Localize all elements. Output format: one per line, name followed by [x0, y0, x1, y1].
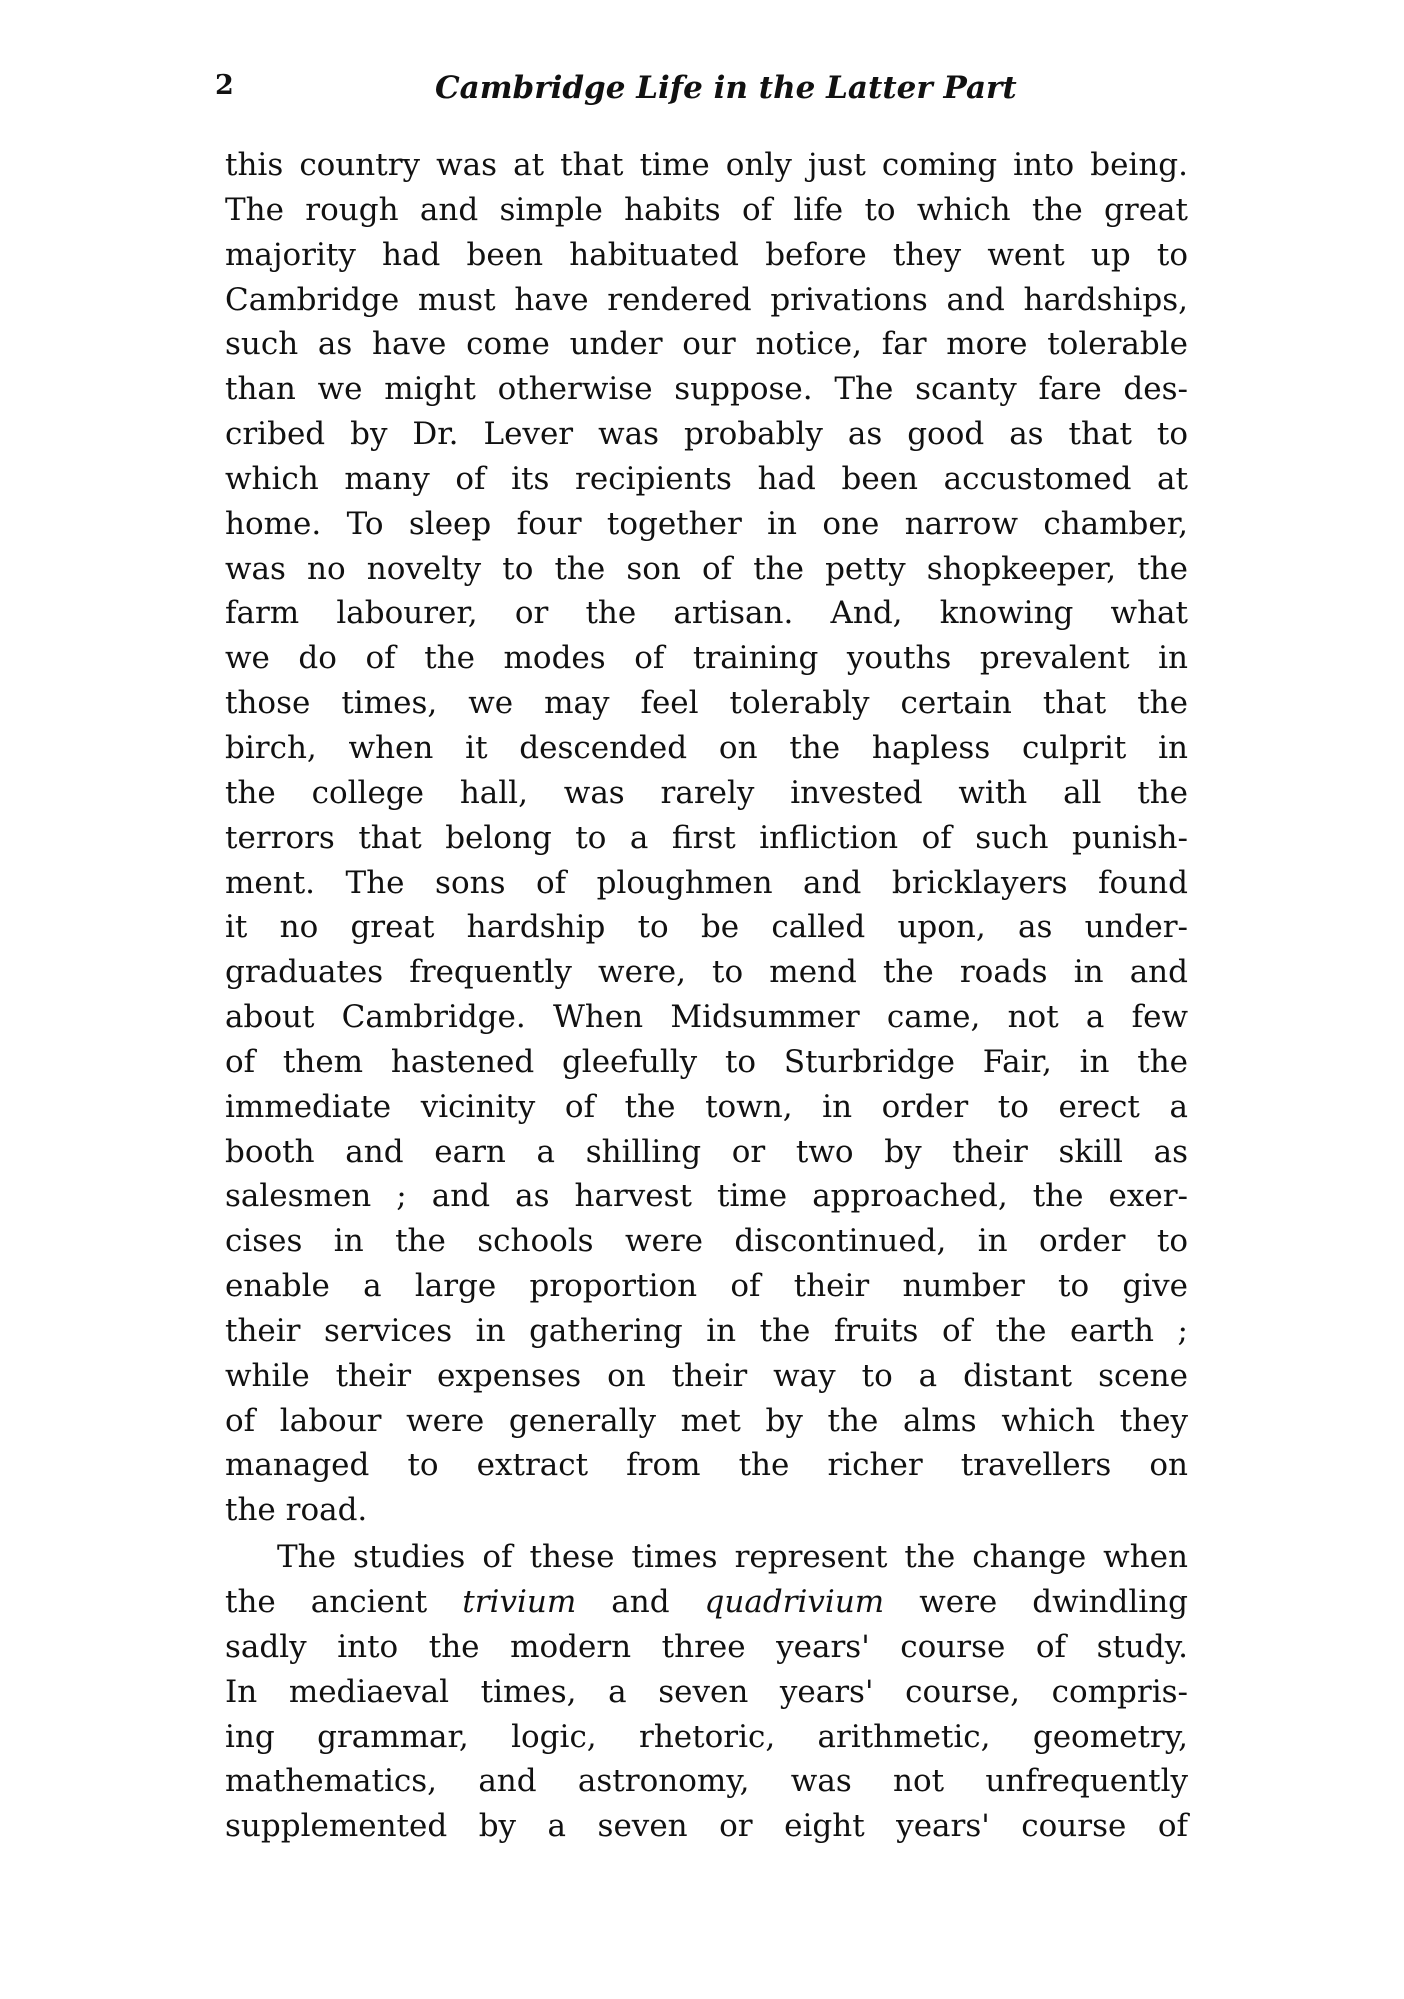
text-line: was no novelty to the son of the petty shopkeeper, the — [225, 550, 1188, 587]
text-line: cribed by Dr. Lever was probably as good as that to — [225, 416, 1188, 453]
text-line — [225, 1580, 1188, 1625]
text-run: and — [576, 1584, 705, 1620]
text-line: we do of the modes of training youths prevalent in — [225, 640, 1188, 677]
text-line: The rough and simple habits of life to which the great — [225, 191, 1188, 228]
text-line: salesmen ; and as harvest time approached, the exer- — [225, 1178, 1188, 1215]
text-line: mathematics, and astronomy, was not unfrequently — [225, 1763, 1188, 1800]
running-title: Cambridge Life in the Latter Part — [435, 70, 1017, 106]
text-line: managed to extract from the richer travellers on — [225, 1447, 1188, 1484]
paragraph-1 — [225, 143, 1188, 1533]
text-line: In mediaeval times, a seven years' course, compris- — [225, 1673, 1188, 1710]
body-text — [225, 143, 1188, 1849]
text-line: majority had been habituated before they went up to — [225, 236, 1188, 273]
text-line: Cambridge must have rendered privations and hardships, — [225, 281, 1188, 318]
text-line: farm labourer, or the artisan. And, knowing what — [225, 595, 1188, 632]
text-line: the college hall, was rarely invested with all the — [225, 774, 1188, 811]
text-line: their services in gathering in the fruits of the earth ; — [225, 1312, 1188, 1349]
text-line: such as have come under our notice, far more tolerable — [225, 326, 1188, 363]
text-line: ing grammar, logic, rhetoric, arithmetic, geometry, — [225, 1718, 1188, 1755]
text-line: than we might otherwise suppose. The scanty fare des- — [225, 371, 1188, 408]
text-line: The studies of these times represent the change when — [277, 1539, 1188, 1576]
text-line: while their expenses on their way to a distant scene — [225, 1357, 1188, 1394]
text-line: enable a large proportion of their number to give — [225, 1268, 1188, 1305]
text-line: which many of its recipients had been accustomed at — [225, 460, 1188, 497]
text-line: those times, we may feel tolerably certain that the — [225, 685, 1188, 722]
text-line: the road. — [225, 1492, 368, 1529]
page-number: 2 — [215, 70, 234, 101]
text-line: booth and earn a shilling or two by their skill as — [225, 1133, 1188, 1170]
italic-term-trivium: trivium — [462, 1584, 577, 1620]
text-line: immediate vicinity of the town, in order to erect a — [225, 1088, 1188, 1125]
italic-term-quadrivium: quadrivium — [704, 1584, 885, 1620]
text-line: home. To sleep four together in one narrow chamber, — [225, 505, 1188, 542]
text-line: cises in the schools were discontinued, in order to — [225, 1223, 1188, 1260]
text-line: this country was at that time only just coming into being. — [225, 147, 1188, 183]
paragraph-2 — [225, 1535, 1188, 1849]
running-head — [215, 70, 1015, 118]
text-line: ment. The sons of ploughmen and bricklayers found — [225, 864, 1188, 901]
text-line: supplemented by a seven or eight years' course of — [225, 1808, 1188, 1845]
text-run: the ancient — [225, 1584, 463, 1620]
text-line: of them hastened gleefully to Sturbridge Fair, in the — [225, 1043, 1188, 1080]
text-line: graduates frequently were, to mend the roads in and — [225, 954, 1188, 991]
text-line: of labour were generally met by the alms which they — [225, 1402, 1188, 1439]
text-line: birch, when it descended on the hapless culprit in — [225, 729, 1188, 766]
text-line: about Cambridge. When Midsummer came, not a few — [225, 999, 1188, 1036]
text-run: were dwindling — [884, 1584, 1189, 1620]
text-line: sadly into the modern three years' course of study. — [225, 1628, 1188, 1665]
text-line: terrors that belong to a first infliction of such punish- — [225, 819, 1188, 856]
text-line: it no great hardship to be called upon, as under- — [225, 909, 1188, 946]
